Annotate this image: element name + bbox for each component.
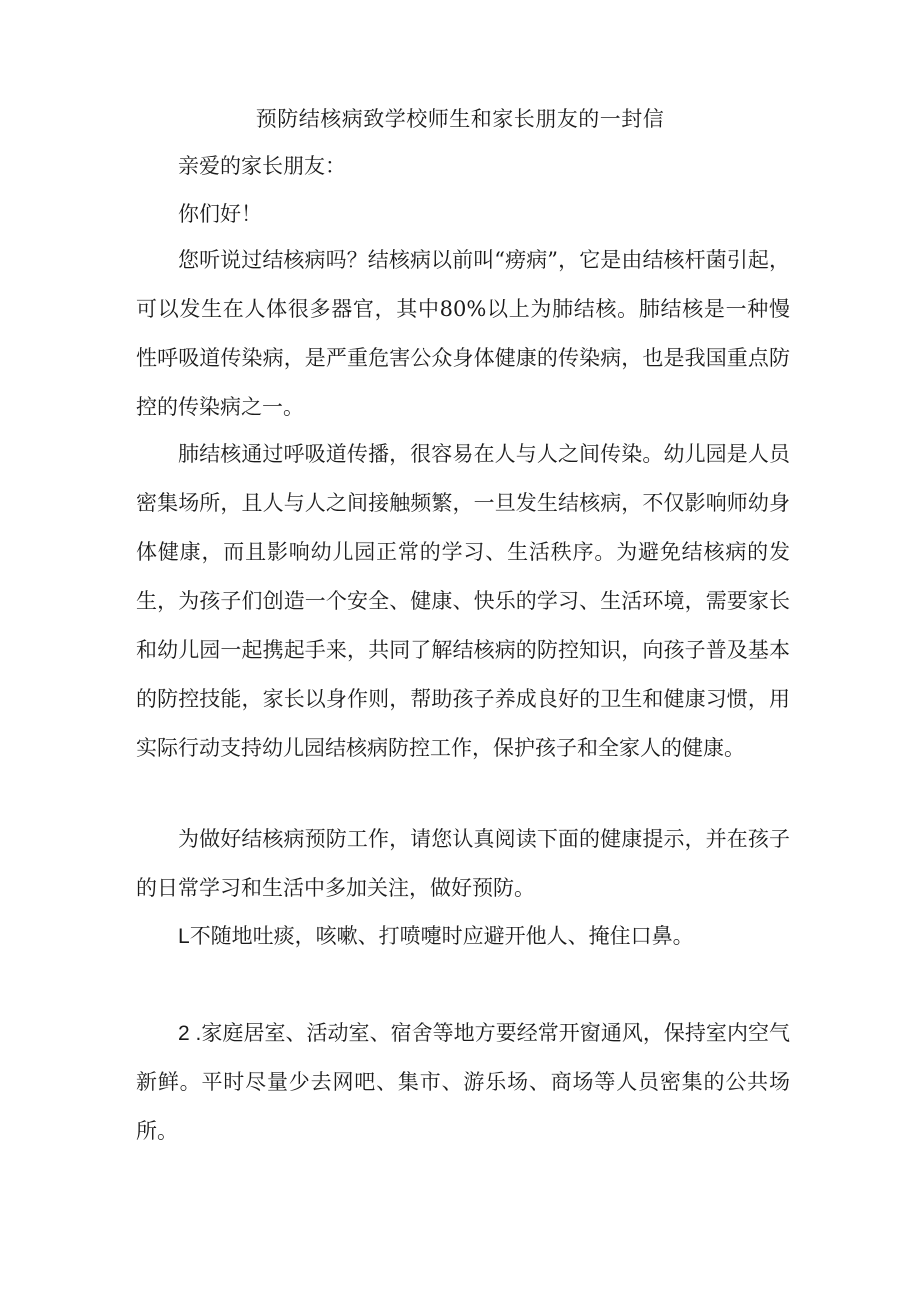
list-item-2 [136,1009,790,1156]
list-text-2: 家庭居室、活动室、宿舍等地方要经常开窗通风，保持室内空气新鲜。平时尽量少去网吧、集市、游乐场、商场等人员密集的公共场所。 [136,1021,790,1143]
list-marker-2: 2 . [178,1022,202,1045]
list-item-1 [136,912,790,961]
greeting: 你们好！ [178,202,262,226]
list-marker-1: L [178,925,190,948]
salutation: 亲爱的家长朋友： [178,154,346,178]
paragraph-intro: 您听说过结核病吗？结核病以前叫“痨病”，它是由结核杆菌引起，可以发生在人体很多器官，其中80%以上为肺结核。肺结核是一种慢性呼吸道传染病，是严重危害公众身体健康的传染病，也是我国重点防控的传染病之一。 [136,248,790,419]
document-title: 预防结核病致学校师生和家长朋友的一封信 [255,107,665,131]
paragraph-transmission: 肺结核通过呼吸道传播，很容易在人与人之间传染。幼儿园是人员密集场所，且人与人之间接触频繁，一旦发生结核病，不仅影响师幼身体健康，而且影响幼儿园正常的学习、生活秩序。为避免结核病的发生，为孩子们创造一个安全、健康、快乐的学习、生活环境，需要家长和幼儿园一起携起手来，共同了解结核病的防控知识，向孩子普及基本的防控技能，家长以身作则，帮助孩子养成良好的卫生和健康习惯，用实际行动支持幼儿园结核病防控工作，保护孩子和全家人的健康。 [136,442,790,760]
paragraph-request: 为做好结核病预防工作，请您认真阅读下面的健康提示，并在孩子的日常学习和生活中多加关注，做好预防。 [136,827,790,900]
list-text-1: 不随地吐痰，咳嗽、打喷嚏时应避开他人、掩住口鼻。 [189,924,694,948]
